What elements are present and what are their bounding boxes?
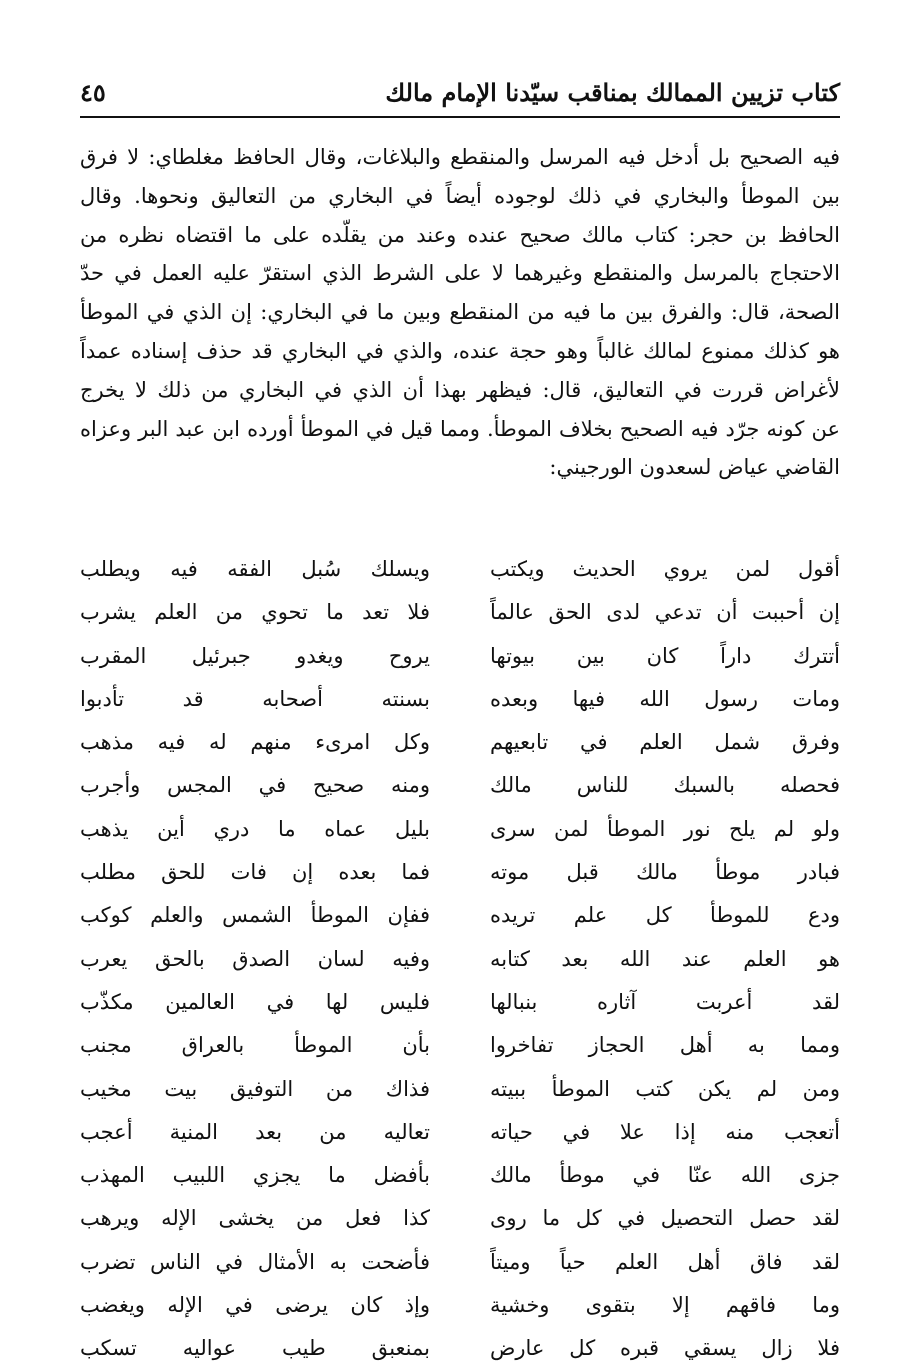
prose-line: هو كذلك ممنوع لمالك غالباً وهو حجة عنده، والذي في البخاري قد حذف إسناده عمداً [80,338,840,363]
verse-first-hemistich: لقد أعربت آثاره بنبالها [490,989,840,1014]
verse-first-hemistich: أتترك داراً كان بين بيوتها [490,643,840,668]
verse-first-hemistich: جزى الله عنّا في موطأ مالك [490,1163,840,1188]
verse-first-hemistich: أقول لمن يروي الحديث ويكتب [490,557,840,581]
poem-second-hemistichs [80,548,430,1371]
verse-first-hemistich: ومن لم يكن كتب الموطأ ببيته [490,1076,840,1101]
verse-first-hemistich: ومات رسول الله فيها وبعده [490,686,840,711]
verse-first-hemistich: فبادر موطأ مالك قبل موته [490,860,840,885]
verse-second-hemistich: ومنه صحيح في المجس وأجرب [80,773,430,798]
running-header [80,78,840,118]
prose-line: عن كونه جرّد فيه الصحيح بخلاف الموطأ. ومما قيل في الموطأ أورده ابن عبد البر وعزاه [80,416,840,441]
verse-second-hemistich: يروح ويغدو جبرئيل المقرب [80,643,430,668]
verse-first-hemistich: لقد حصل التحصيل في كل ما روى [490,1206,840,1231]
prose-line: الصحة، قال: والفرق بين ما فيه من المنقطع وبين ما في البخاري: إن الذي في الموطأ [80,300,840,325]
header-divider [80,116,840,118]
prose-line: لأغراض قررت في التعاليق، قال: فيظهر بهذا أن الذي في البخاري من ذلك لا يخرج [80,377,840,402]
prose-line: الحافظ بن حجر: كتاب مالك صحيح عنده وعند من يقلّده على ما اقتضاه نظره من [80,222,840,247]
verse-first-hemistich: ومما به أهل الحجاز تفاخروا [490,1033,840,1058]
verse-second-hemistich: كذا فعل من يخشى الإله ويرهب [80,1206,430,1231]
prose-line: فيه الصحيح بل أدخل فيه المرسل والمنقطع والبلاغات، وقال الحافظ مغلطاي: لا فرق [80,145,840,169]
verse-second-hemistich: وفيه لسان الصدق بالحق يعرب [80,946,430,971]
verse-first-hemistich: ولو لم يلح نور الموطأ لمن سرى [490,816,840,841]
page-number: ٤٥ [80,78,106,107]
verse-first-hemistich: وفرق شمل العلم في تابعيهم [490,730,840,755]
verse-first-hemistich: لقد فاق أهل العلم حياً وميتاً [490,1249,840,1274]
verse-second-hemistich: بأن الموطأ بالعراق مجنب [80,1033,430,1058]
verse-second-hemistich: فذاك من التوفيق بيت مخيب [80,1076,430,1101]
verse-second-hemistich: ويسلك سُبل الفقه فيه ويطلب [80,557,430,581]
verse-first-hemistich: فلا زال يسقي قبره كل عارض [490,1336,840,1361]
book-title: كتاب تزيين الممالك بمناقب سيّدنا الإمام مالك [385,78,840,107]
prose-line: بين الموطأ والبخاري في ذلك لوجوده أيضاً في البخاري من التعاليق ونحوها. وقال [80,183,840,208]
poem-first-hemistichs [490,548,840,1371]
verse-first-hemistich: ودع للموطأ كل علم تريده [490,903,840,928]
prose-line: القاضي عياض لسعدون الورجيني: [549,455,840,480]
verse-second-hemistich: بسنته أصحابه قد تأدبوا [80,686,430,711]
verse-second-hemistich: فأضحت به الأمثال في الناس تضرب [80,1249,430,1274]
verse-second-hemistich: فلا تعد ما تحوي من العلم يشرب [80,600,430,625]
verse-second-hemistich: ففإن الموطأ الشمس والعلم كوكب [80,903,430,928]
verse-first-hemistich: فحصله بالسبك للناس مالك [490,773,840,798]
verse-first-hemistich: أتعجب منه إذا علا في حياته [490,1119,840,1144]
verse-second-hemistich: وكل امرىء منهم له فيه مذهب [80,730,430,755]
verse-second-hemistich: بمنعبق طيب عواليه تسكب [80,1336,430,1361]
verse-second-hemistich: تعاليه من بعد المنية أعجب [80,1119,430,1144]
prose-line: الاحتجاج بالمرسل والمنقطع وغيرهما لا على الشرط الذي استقرّ عليه العمل في حدّ [80,261,840,286]
verse-second-hemistich: بأفضل ما يجزي اللبيب المهذب [80,1163,430,1188]
verse-first-hemistich: وما فاقهم إلا بتقوى وخشية [490,1293,840,1318]
prose-paragraph [80,138,840,487]
verse-second-hemistich: وإذ كان يرضى في الإله ويغضب [80,1293,430,1318]
verse-first-hemistich: هو العلم عند الله بعد كتابه [490,946,840,971]
verse-second-hemistich: فليس لها في العالمين مكذّب [80,989,430,1014]
verse-first-hemistich: إن أحببت أن تدعي لدى الحق عالماً [490,600,840,625]
verse-second-hemistich: فما بعده إن فات للحق مطلب [80,860,430,885]
verse-second-hemistich: بليل عماه ما دري أين يذهب [80,816,430,841]
